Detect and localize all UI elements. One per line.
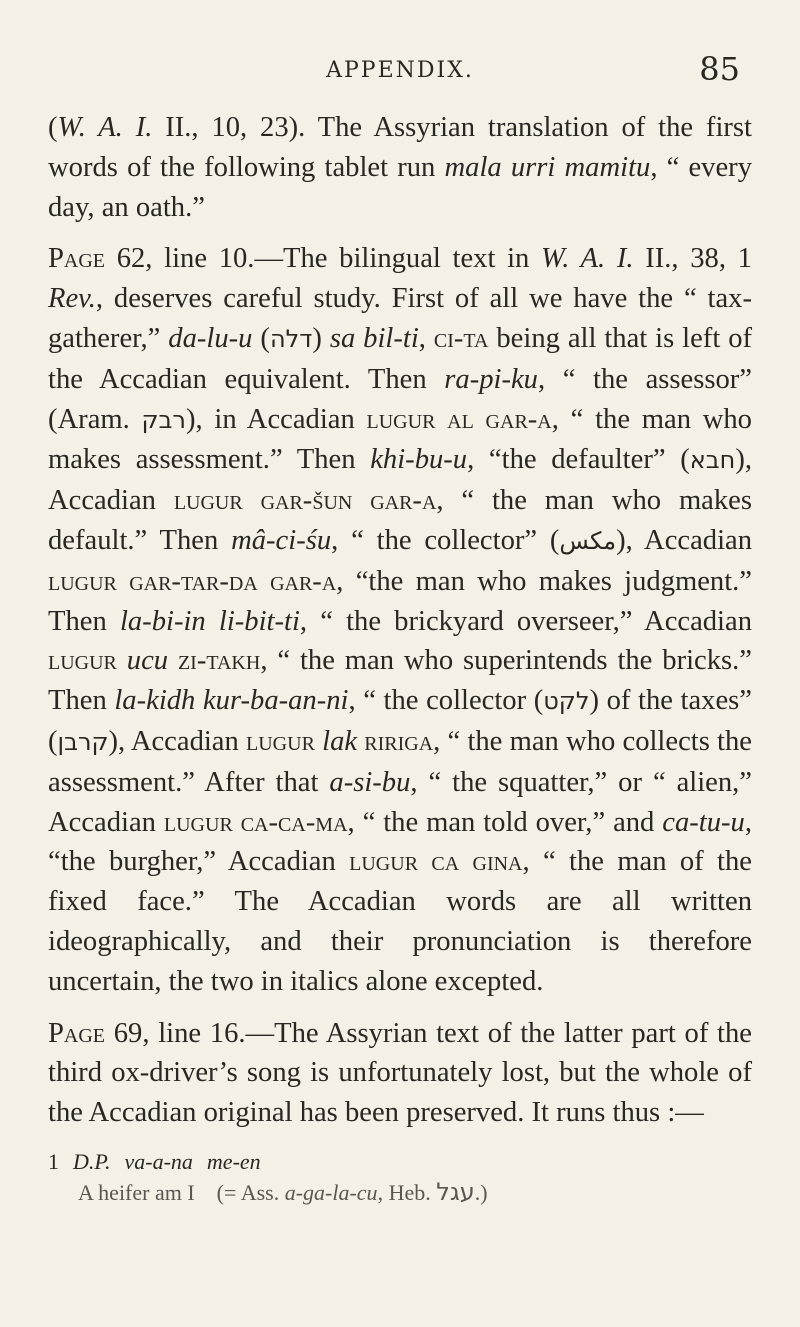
accadian-word: lugur ca gina bbox=[349, 846, 523, 878]
text-run: , “ every day, an oath.” bbox=[48, 151, 752, 223]
paragraph-2 bbox=[48, 239, 752, 1001]
assyrian-word: da-lu-u bbox=[168, 322, 253, 354]
running-head: APPENDIX. bbox=[326, 58, 474, 83]
accadian-italic-word: lak bbox=[322, 725, 358, 757]
accadian-word: zi-takh bbox=[177, 645, 261, 677]
citation: W. A. I. bbox=[57, 112, 153, 143]
text-run: , “ the collector ( bbox=[348, 685, 544, 717]
accadian-word: lugur gar-šun gar-a bbox=[173, 485, 437, 517]
text-run: , “ the brickyard overseer,” Accadian bbox=[299, 605, 752, 637]
text-run: ( bbox=[252, 322, 270, 354]
text-run: ), Accadian bbox=[48, 444, 753, 517]
gloss-text: .) bbox=[474, 1179, 488, 1205]
page-number: 85 bbox=[699, 50, 740, 88]
gloss-text: (= Ass. bbox=[216, 1179, 285, 1205]
accadian-word: lugur bbox=[246, 725, 315, 757]
assyrian-word: khi-bu-u bbox=[370, 444, 468, 476]
assyrian-word: a-si-bu bbox=[329, 766, 411, 798]
text-run: , “the burgher,” Accadian bbox=[48, 806, 753, 878]
text-run: , “ the assessor” (Aram. bbox=[48, 363, 752, 435]
paragraph-1 bbox=[48, 108, 752, 227]
gloss-word: a-ga-la-cu bbox=[284, 1179, 378, 1205]
assyrian-phrase: mala urri mamitu bbox=[444, 151, 651, 183]
page-label: Page bbox=[48, 243, 106, 275]
text-run: , “ the man of the fixed face.” The Accadian words are all written ideographically, and their pronunciation is therefore uncertain, the two in italics alone excepted. bbox=[48, 846, 752, 997]
citation: Rev. bbox=[48, 283, 96, 315]
song-excerpt bbox=[48, 1147, 752, 1208]
paragraph-3 bbox=[48, 1014, 752, 1133]
excerpt-word: D.P. bbox=[73, 1148, 111, 1174]
page-label: Page bbox=[48, 1017, 106, 1049]
text-run: being all that is left of the Accadian equivalent. Then bbox=[48, 322, 753, 395]
text-run: II., 10, 23). The Assyrian translation of the first words of the following tablet run bbox=[48, 112, 752, 183]
text-run bbox=[168, 645, 178, 676]
text-run: , “ the man who makes assessment.” Then bbox=[48, 403, 752, 476]
assyrian-word: ra-pi-ku bbox=[444, 363, 538, 395]
citation: W. A. I. bbox=[541, 243, 634, 275]
text-run: ) bbox=[312, 322, 330, 354]
text-run: ) of the taxes” ( bbox=[48, 685, 752, 757]
hebrew-word: עגל bbox=[436, 1177, 475, 1206]
excerpt-word: va-a-na bbox=[124, 1148, 193, 1174]
text-run: , “the man who makes judgment.” Then bbox=[48, 565, 753, 637]
assyrian-word: la-kidh kur-ba-an-ni bbox=[114, 685, 349, 717]
text-run: II., 38, 1 bbox=[633, 243, 752, 275]
assyrian-word: la-bi-in li-bit-ti bbox=[119, 605, 300, 637]
text-run: , “ the man told over,” and bbox=[347, 806, 663, 838]
text-run: ), Accadian bbox=[108, 725, 247, 757]
text-run: , “ the man who collects the assessment.” After that bbox=[48, 725, 752, 798]
accadian-word: ririga bbox=[364, 725, 434, 757]
body-text bbox=[48, 108, 752, 1208]
text-run: , “ the squatter,” or “ alien,” Accadian bbox=[48, 766, 752, 838]
text-run: ), Accadian bbox=[616, 524, 752, 556]
hebrew-word: רבק bbox=[141, 405, 186, 434]
text-run: 62, line 10.—The bilingual text in bbox=[105, 243, 542, 275]
text-run: , “ the man who makes default.” Then bbox=[48, 485, 752, 556]
text-run: , “ the collector” ( bbox=[331, 524, 560, 556]
text-run: 69, line 16.—The Assyrian text of the latter part of the third ox-driver’s song is unfortunately lost, but the whole of the Accadian original has been preserved. It runs thus :— bbox=[48, 1017, 752, 1129]
hebrew-word: דלה bbox=[269, 324, 313, 353]
text-run bbox=[117, 645, 127, 676]
text-run: ( bbox=[48, 112, 58, 143]
text-run: ), in Accadian bbox=[185, 403, 367, 435]
excerpt-line bbox=[48, 1147, 752, 1177]
text-run: , “the defaulter” ( bbox=[467, 444, 690, 476]
accadian-word: ci-ta bbox=[433, 322, 489, 354]
text-run: , bbox=[418, 322, 434, 354]
text-run: , deserves careful study. First of all we have the “ tax-gatherer,” bbox=[48, 283, 752, 354]
accadian-word: lugur ca-ca-ma bbox=[163, 806, 348, 838]
text-run: , “ the man who superintends the bricks.” Then bbox=[48, 645, 752, 717]
accadian-italic-word: ucu bbox=[126, 645, 169, 677]
assyrian-word: sa bil-ti bbox=[329, 322, 419, 354]
arabic-word: مكس bbox=[559, 526, 617, 555]
accadian-word: lugur bbox=[48, 645, 117, 677]
assyrian-word: mâ-ci-śu bbox=[231, 524, 332, 556]
line-number: 1 bbox=[48, 1148, 59, 1174]
excerpt-word: me-en bbox=[206, 1148, 261, 1174]
assyrian-word: ca-tu-u bbox=[662, 806, 745, 838]
gloss-text: A heifer am I bbox=[78, 1179, 195, 1205]
hebrew-word: קרבן bbox=[57, 727, 109, 756]
accadian-word: lugur al gar-a bbox=[366, 403, 552, 435]
excerpt-gloss bbox=[48, 1177, 752, 1208]
gloss-text: , Heb. bbox=[377, 1179, 437, 1205]
hebrew-word: חבא bbox=[689, 446, 736, 475]
hebrew-word: לקט bbox=[543, 687, 590, 716]
accadian-word: lugur gar-tar-da gar-a bbox=[48, 565, 337, 597]
